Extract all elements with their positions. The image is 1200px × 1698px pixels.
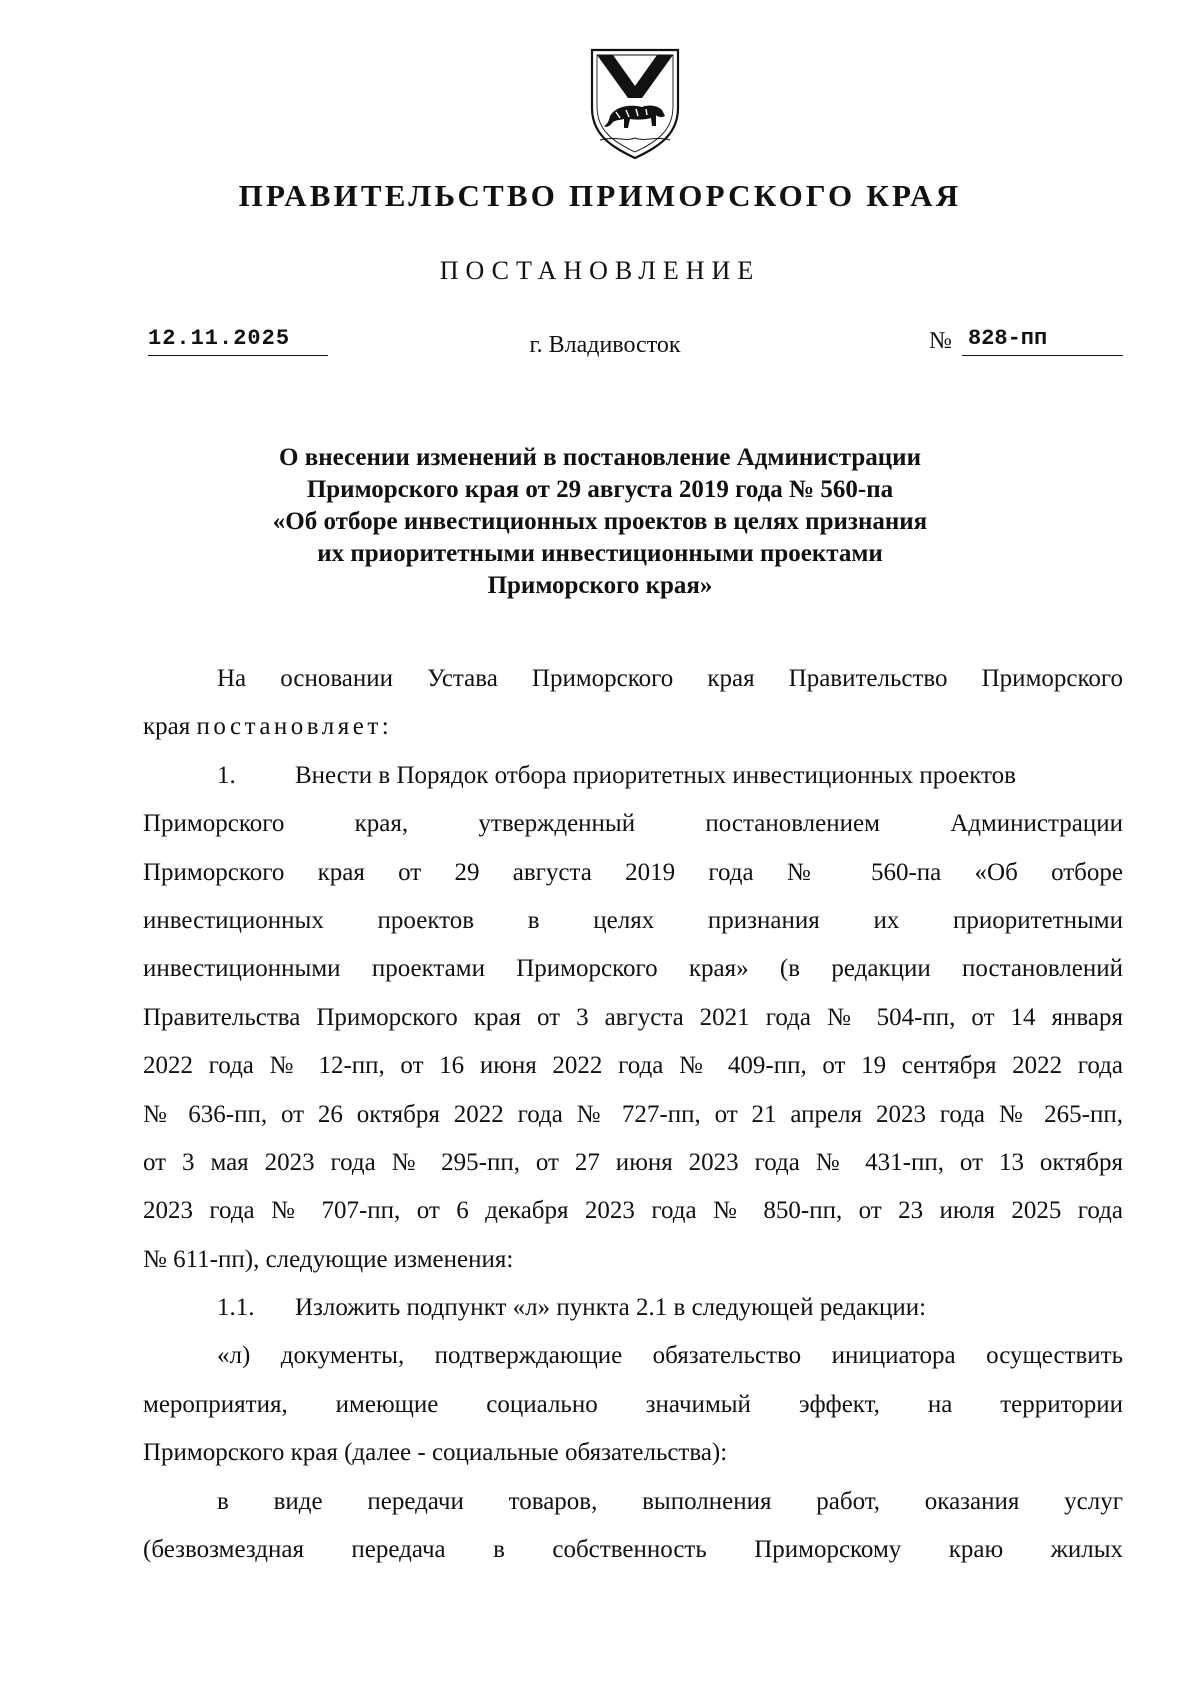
document-subject [0,442,1200,602]
coat-of-arms-emblem [586,44,684,162]
item-1-line: № 636-пп, от 26 октября 2022 года № 727-пп, от 21 апреля 2023 года № 265-пп, [143,1100,1123,1128]
subject-line: их приоритетными инвестиционными проектами [317,540,883,567]
quote-line: мероприятия, имеющие социально значимый эффект, на территории [143,1390,1123,1418]
preamble-text: края [143,713,197,741]
number-sign: № [929,328,952,354]
item-1-line: Приморского края от 29 августа 2019 года № 560-па «Об отборе [143,858,1123,886]
document-type: ПОСТАНОВЛЕНИЕ [439,256,761,285]
item-1-line: от 3 мая 2023 года № 295-пп, от 27 июня 2023 года № 431-пп, от 13 октября [143,1148,1123,1176]
preamble-line: На основании Устава Приморского края Правительство Приморского [217,665,1123,692]
subject-line: «Об отборе инвестиционных проектов в целях признания [272,508,928,535]
item-number: 1.1. [217,1294,255,1322]
item-number: 1. [217,761,236,789]
item-1-line: Правительства Приморского края от 3 августа 2021 года № 504-пп, от 14 января [143,1003,1123,1031]
item-1-text: Внести в Порядок отбора приоритетных инвестиционных проектов [295,761,1016,789]
paragraph-line: (безвозмездная передача в собственность Приморскому краю жилых [143,1536,1123,1564]
item-1-1-line [143,1284,1123,1332]
resolves-word: постановляет: [196,713,393,741]
quote-line: Приморского края (далее - социальные обязательства): [143,1439,728,1467]
document-body [143,655,1123,1574]
paragraph-line: в виде передачи товаров, выполнения работ, оказания услуг [217,1487,1123,1515]
item-1-line: 2023 года № 707-пп, от 6 декабря 2023 года № 850-пп, от 23 июля 2025 года [143,1197,1123,1225]
quote-line: «л) документы, подтверждающие обязательство инициатора осуществить [217,1342,1123,1370]
subject-line: Приморского края» [487,572,713,599]
item-1-1-text: Изложить подпункт «л» пункта 2.1 в следующей редакции: [295,1294,927,1322]
document-number: 828-пп [962,326,1123,356]
government-title: ПРАВИТЕЛЬСТВО ПРИМОРСКОГО КРАЯ [238,178,962,213]
item-1-line [143,752,1123,800]
document-date: 12.11.2025 [148,326,328,356]
item-1-line: инвестиционных проектов в целях признания их приоритетными [143,906,1123,934]
document-city: г. Владивосток [529,332,681,358]
subject-line: Приморского края от 29 августа 2019 года № 560-па [306,476,894,503]
item-1-line: Приморского края, утвержденный постановлением Администрации [143,810,1123,838]
item-1-line: инвестиционными проектами Приморского края» (в редакции постановлений [143,955,1123,983]
preamble-line [143,703,1123,751]
item-1-line: 2022 года № 12-пп, от 16 июня 2022 года № 409-пп, от 19 сентября 2022 года [143,1052,1123,1080]
item-1-line: № 611-пп), следующие изменения: [143,1245,514,1273]
subject-line: О внесении изменений в постановление Администрации [279,444,921,471]
